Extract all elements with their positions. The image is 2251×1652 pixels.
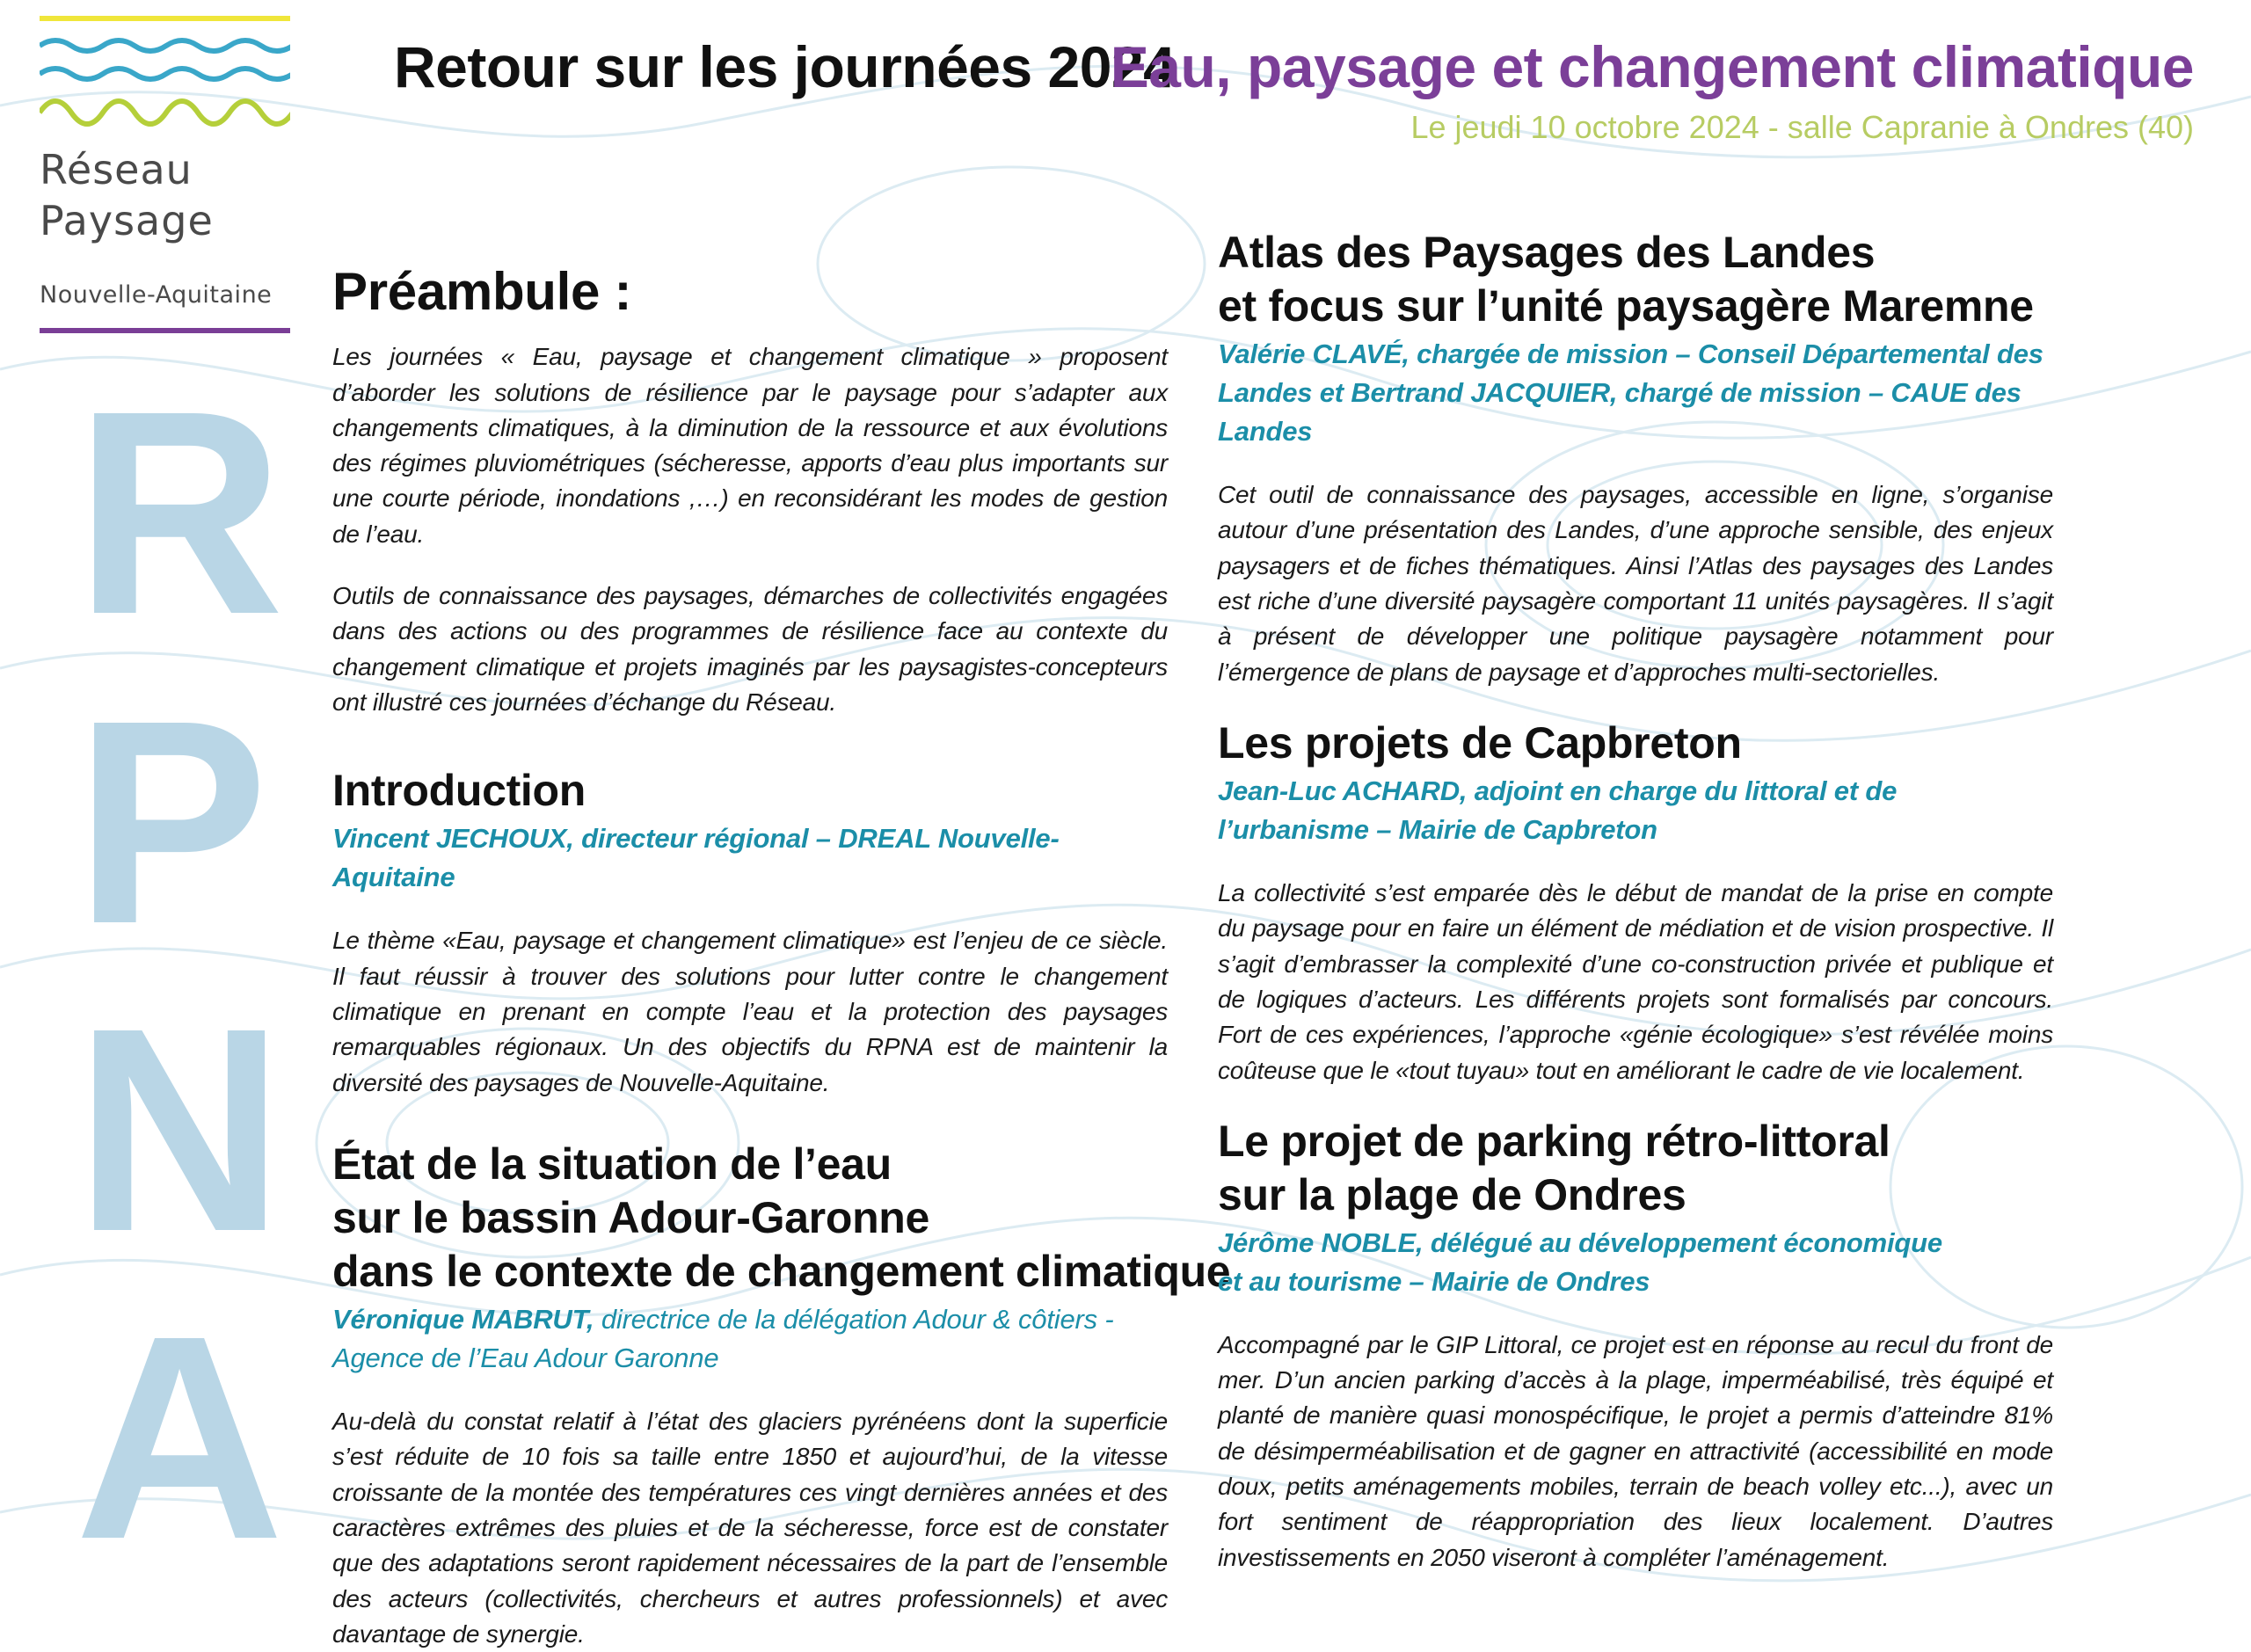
preambule-paragraph-1: Les journées « Eau, paysage et changement climatique » proposent d’aborder les solutions de résilience par le paysage pour s’adapter aux changements climatiques, à la diminution de la ressource et aux évolutions des régimes pluviométriques (sécheresse, apports d’eau plus importants sur une courte période, inondations ,…) en reconsidérant les modes de gestion de l’eau. — [332, 343, 1168, 548]
capbreton-body: La collectivité s’est emparée dès le début de mandat de la prise en compte du paysage pour en faire un élément de médiation et de vision prospective. Il s’agit d’embrasser la complexité d’une co-construction privée et publique et de logiques d’acteurs. Les différents projets sont formalisés par concours. Fort de ces expériences, l’approche «génie écologique» s’est révélée moins coûteuse que le «tout tuyau» tout en améliorant le cadre de vie localement. — [1218, 878, 2053, 1084]
atlas-title-line2: et focus sur l’unité paysagère Maremne — [1218, 281, 2034, 331]
header-left-title: Retour sur les journées 2024 — [394, 34, 1176, 99]
rpna-letter-r: R — [75, 350, 285, 674]
preambule-title: Préambule : — [332, 262, 632, 321]
parking-title-line2: sur la plage de Ondres — [1218, 1169, 1686, 1219]
left-column — [332, 259, 1231, 1652]
etat-speaker — [332, 1300, 1168, 1378]
parking-title-line1: Le projet de parking rétro-littoral — [1218, 1116, 1890, 1166]
right-column — [1218, 226, 2053, 1576]
etat-speaker-role: directrice de la délégation Adour & côtiers - Agence de l’Eau Adour Garonne — [332, 1303, 1114, 1373]
introduction-title: Introduction — [332, 766, 586, 816]
rpna-letter-n: N — [75, 967, 285, 1292]
parking-speaker-line1: Jérôme NOBLE, délégué au développement économique — [1218, 1226, 1942, 1258]
logo-line1: Réseau — [40, 146, 193, 193]
atlas-body: Cet outil de connaissance des paysages, accessible en ligne, s’organise autour d’une présentation des Landes, d’une approche sensible, des enjeux paysagers et de fiches thématiques. Ainsi l’Atlas des paysages des Landes est riche d’une diversité paysagère comportant 11 unités paysagères. Il s’agit à présent de développer une politique paysagère notamment pour l’émergence de plans de paysage et d’approches multi-sectorielles. — [1218, 481, 2053, 686]
introduction-body: Le thème «Eau, paysage et changement climatique» est l’enjeu de ce siècle. Il faut réussir à trouver des solutions pour lutter contre le changement climatique en prenant en compte l’eau et la protection des paysages remarquables régionaux. Un des objectifs du RPNA est de maintenir la diversité des paysages de Nouvelle-Aquitaine. — [332, 927, 1168, 1096]
logo-subtitle: Nouvelle-Aquitaine — [40, 281, 273, 309]
etat-title-line2: sur le bassin Adour-Garonne — [332, 1192, 930, 1242]
capbreton-speaker: Jean-Luc ACHARD, adjoint en charge du littoral et de l’urbanisme – Mairie de Capbreton — [1218, 775, 1898, 845]
parking-body: Accompagné par le GIP Littoral, ce projet est en réponse au recul du front de mer. D’un ancien parking d’accès à la plage, imperméabilisé, très équipé et planté de manière quasi monospécifique, le projet a permis d’atteindre 81% de désimperméabilisation et de gagner en attractivité (accessibilité en mode doux, petits aménagements mobiles, terrain de beach volley etc...), avec un fort sentiment de réappropriation des lieux localement. D’autres investissements en 2050 viseront à compléter l’aménagement. — [1218, 1330, 2053, 1571]
introduction-speaker: Vincent JECHOUX, directeur régional – DREAL Nouvelle-Aquitaine — [332, 823, 1060, 893]
capbreton-title: Les projets de Capbreton — [1218, 717, 1742, 768]
parking-speaker-line2: et au tourisme – Mairie de Ondres — [1218, 1265, 1650, 1297]
logo — [40, 16, 290, 309]
etat-title-line3: dans le contexte de changement climatique — [332, 1246, 1231, 1296]
header-right-title: Eau, paysage et changement climatique — [1110, 34, 2194, 99]
etat-speaker-name: Véronique MABRUT, — [332, 1303, 594, 1335]
preambule-paragraph-2: Outils de connaissance des paysages, démarches de collectivités engagées dans des actions ou des programmes de résilience face au contexte du changement climatique et projets imaginés par les paysagistes-concepteurs ont illustré ces journées d’échange du Réseau. — [332, 582, 1168, 716]
logo-line2: Paysage — [40, 197, 214, 244]
rpna-letter-a: A — [75, 1275, 285, 1599]
logo-bar — [40, 328, 290, 333]
header-date-line: Le jeudi 10 octobre 2024 - salle Capranie à Ondres (40) — [1410, 109, 2194, 145]
atlas-title-line1: Atlas des Paysages des Landes — [1218, 228, 1876, 277]
atlas-speaker: Valérie CLAVÉ, chargée de mission – Conseil Départemental des Landes et Bertrand JACQUIER, chargé de mission – CAUE des Landes — [1218, 338, 2043, 448]
etat-body: Au-delà du constat relatif à l’état des glaciers pyrénéens dont la superficie s’est réduite de 10 fois sa taille entre 1850 et aujourd’hui, de la vitesse croissante de la montée des températures ces vingt dernières années et des caractères extrêmes des pluies et de la sécheresse, force est de constater que des adaptations seront rapidement nécessaires de la part de l’ensemble des acteurs (collectivités, chercheurs et autres professionnels) et avec davantage de synergie. — [332, 1407, 1168, 1648]
etat-title-line1: État de la situation de l’eau — [332, 1139, 892, 1189]
rpna-letter-p: P — [75, 659, 269, 984]
logo-waves-icon — [40, 16, 290, 130]
